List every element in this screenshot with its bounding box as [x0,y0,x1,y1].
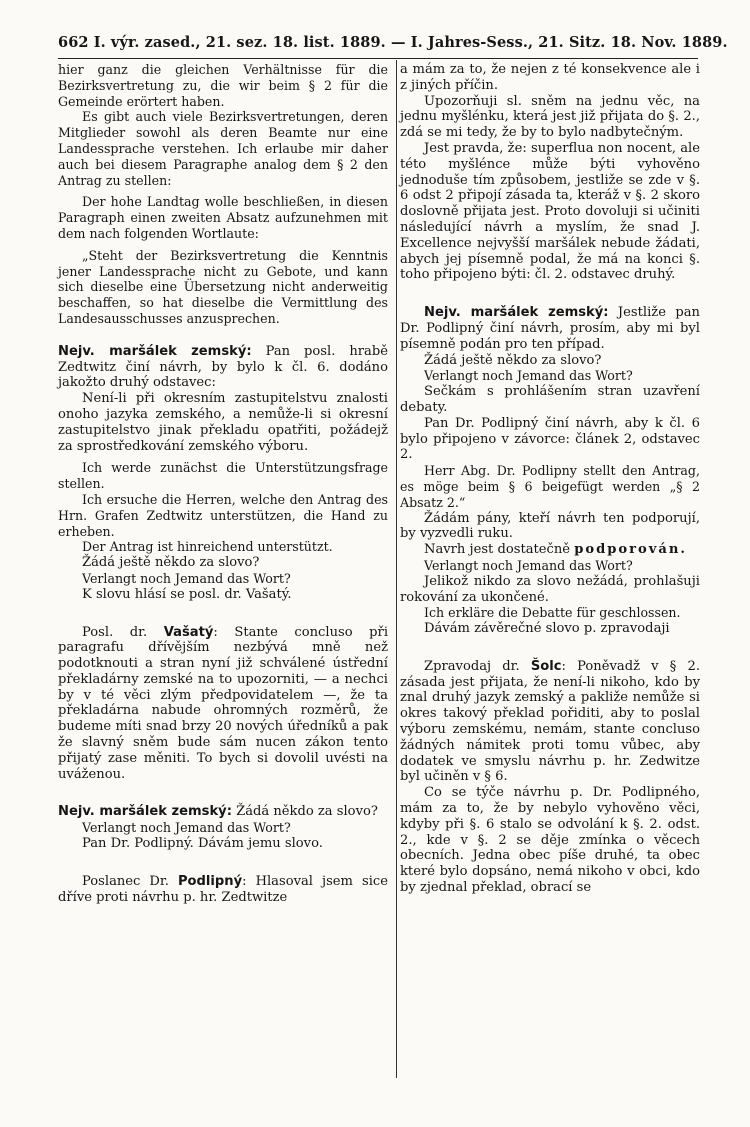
speaker-name: Nejv. maršálek zemský: [58,343,252,359]
speaker-name: Nejv. maršálek zemský: [58,804,232,820]
paragraph: Verlangt noch Jemand das Wort? [424,557,633,573]
paragraph: Není-li při okresním zastupitelstvu znalosti onoho jazyka zemského, a nemůže-li si okresní zastupitelstvo jinak překladu opatřiti, požádejž za sprostředkování zemského výboru. [58,391,388,454]
speech-paragraph [58,344,388,391]
paragraph: Žádá ještě někdo za slovo? [424,352,602,368]
paragraph: hier ganz die gleichen Verhältnisse für die Bezirksvertretung zu, die wir beim § 2 für die Gemeinde erörtert haben. [58,62,388,109]
paragraph: Verlangt noch Jemand das Wort? [424,368,633,384]
speech-text: : Poněvadž v § 2. zásada jest přijata, že není-li nikoho, kdo by znal druhý jazyk zemský a pakliže nemůže si okres takový překlad pořiditi, aby to poslal výboru zemskému, nemám, stante concluso žádných námitek proti tomu vůbec, aby dodatek ve smyslu návrhu p. hr. Zedwitze byl učiněn v § 6. [400,658,701,785]
right-column [400,62,700,896]
paragraph: „Steht der Bezirksvertretung die Kenntnis jener Landessprache nicht zu Gebote, und kann sich dieselbe eine Übersetzung nicht anderweitig beschaffen, so hat dieselbe die Vermittlung des Landesausschusses anzusprechen. [58,247,388,326]
header-rule [58,58,698,59]
paragraph: Ich erkläre die Debatte für geschlossen. [424,605,681,621]
paragraph: Herr Abg. Dr. Podlipny stellt den Antrag, es möge beim § 6 beigefügt werden „§ 2 Absatz 2.“ [400,463,700,510]
paragraph: Der hohe Landtag wolle beschließen, in diesen Paragraph einen zweiten Absatz aufzunehmen mit dem nach folgenden Wortlaute: [58,194,388,241]
paragraph [400,542,700,558]
speech-text: : Stante concluso při paragrafu dřívějším nezbývá mně než podotknouti a stran nyní již schválené ústřední překladárny zemské na to upozorniti, — a nechci by v té věci zlým předpovidatelem —, že ta překladárna nabude ohromných rozměrů, že budeme míti snad brzy 20 nových úředníků a pak že slavný sněm bude sám nucen zákon tento přijatý zase měniti. To bych si dovolil uvésti na uváženou. [58,624,389,782]
speech-text: Pan posl. hrabě Zedtwitz činí návrh, by bylo k čl. 6. dodáno jakožto druhý odstavec: [58,343,388,391]
speech-text: Jestliže pan Dr. Podlipný činí návrh, prosím, aby mi byl písemně podán pro ten případ. [400,305,700,352]
speaker-name: Nejv. maršálek zemský: [424,305,609,321]
speech-paragraph [400,305,700,352]
paragraph: Žádá ještě někdo za slovo? [82,555,260,571]
speech-paragraph [400,659,700,785]
speaker-name: Šolc [530,658,562,674]
paragraph: Jelikož nikdo za slovo nežádá, prohlašuji rokování za ukončené. [400,573,700,605]
speech-text: : Hlasoval jsem sice dříve proti návrhu p. hr. Zedtwitze [58,873,388,905]
speaker-name: Vašatý [163,624,214,640]
paragraph: a mám za to, že nejen z té konsekvence ale i z jiných příčin. [400,62,700,93]
speaker-prefix: Posl. dr. [82,624,164,640]
paragraph: Pan Dr. Podlipný činí návrh, aby k čl. 6 bylo připojeno v závorce: článek 2, odstavec 2. [400,415,700,463]
paragraph: Verlangt noch Jemand das Wort? [82,570,291,586]
paragraph: Dávám závěrečné slovo p. zpravodaji [424,621,670,637]
speech-paragraph [58,625,388,783]
paragraph: Upozorňuji sl. sněm na jednu věc, na jednu myšlénku, která jest již přijata do §. 2., zdá se mi tedy, že by to bylo nadbytečným. [400,93,700,141]
left-column [58,62,388,905]
speaker-prefix: Zpravodaj dr. [424,658,531,674]
page-header: 662 I. výr. zased., 21. sez. 18. list. 1889. — I. Jahres-Sess., 21. Sitz. 18. Nov. 1889. [58,34,728,51]
paragraph: Pan Dr. Podlipný. Dávám jemu slovo. [82,836,323,852]
paragraph-text: Navrh jest dostatečně [424,542,575,558]
column-divider [396,60,397,1078]
paragraph: K slovu hlásí se posl. dr. Vašatý. [82,586,292,602]
speech-paragraph [58,804,388,820]
speaker-prefix: Poslanec Dr. [82,873,178,889]
emphasis-text: podporován. [574,542,687,558]
speaker-name: Podlipný [177,873,243,889]
speech-paragraph [58,874,388,906]
speech-text: Žádá někdo za slovo? [231,804,378,820]
paragraph: Der Antrag ist hinreichend unterstützt. [82,539,333,555]
paragraph: Es gibt auch viele Bezirksvertretungen, deren Mitglieder sowohl als deren Beamte nur eine Landessprache verstehen. Ich erlaube mir daher auch bei diesem Paragraphe analog dem § 2 den Antrag zu stellen: [58,109,388,188]
paragraph: Verlangt noch Jemand das Wort? [82,820,291,836]
paragraph: Žádám pány, kteří návrh ten podporují, by vyzvedli ruku. [400,510,700,542]
paragraph: Ich werde zunächst die Unterstützungsfrage stellen. [58,460,388,492]
paragraph: Jest pravda, že: superflua non nocent, ale této myšlénce může býti vyhověno jednoduše tím způsobem, jestliže se zde v §. 6 odst 2 připojí zásada ta, kteráž v §. 2 skoro doslovně přijata jest. Proto dovoluji si učiniti následující návrh a myslím, že snad J. Excellence nejvyšší maršálek nebude žádati, abych jej písemně podal, že má na konci §. toho připojeno býti: čl. 2. odstavec druhý. [400,140,700,283]
paragraph: Ich ersuche die Herren, welche den Antrag des Hrn. Grafen Zedtwitz unterstützen, die Hand zu erheben. [58,491,388,539]
paragraph: Co se týče návrhu p. Dr. Podlipného, mám za to, že by nebylo vyhověno věci, kdyby při §. 6 stalo se odvolání k §. 2. odst. 2., kde v §. 2 se děje zmínka o věcech obecních. Jedna obec píše druhé, ta obec které bylo dopsáno, nemá nikoho v obci, kdo by zjednal překlad, obrací se [400,785,700,896]
paragraph: Sečkám s prohlášením stran uzavření debaty. [400,384,700,415]
